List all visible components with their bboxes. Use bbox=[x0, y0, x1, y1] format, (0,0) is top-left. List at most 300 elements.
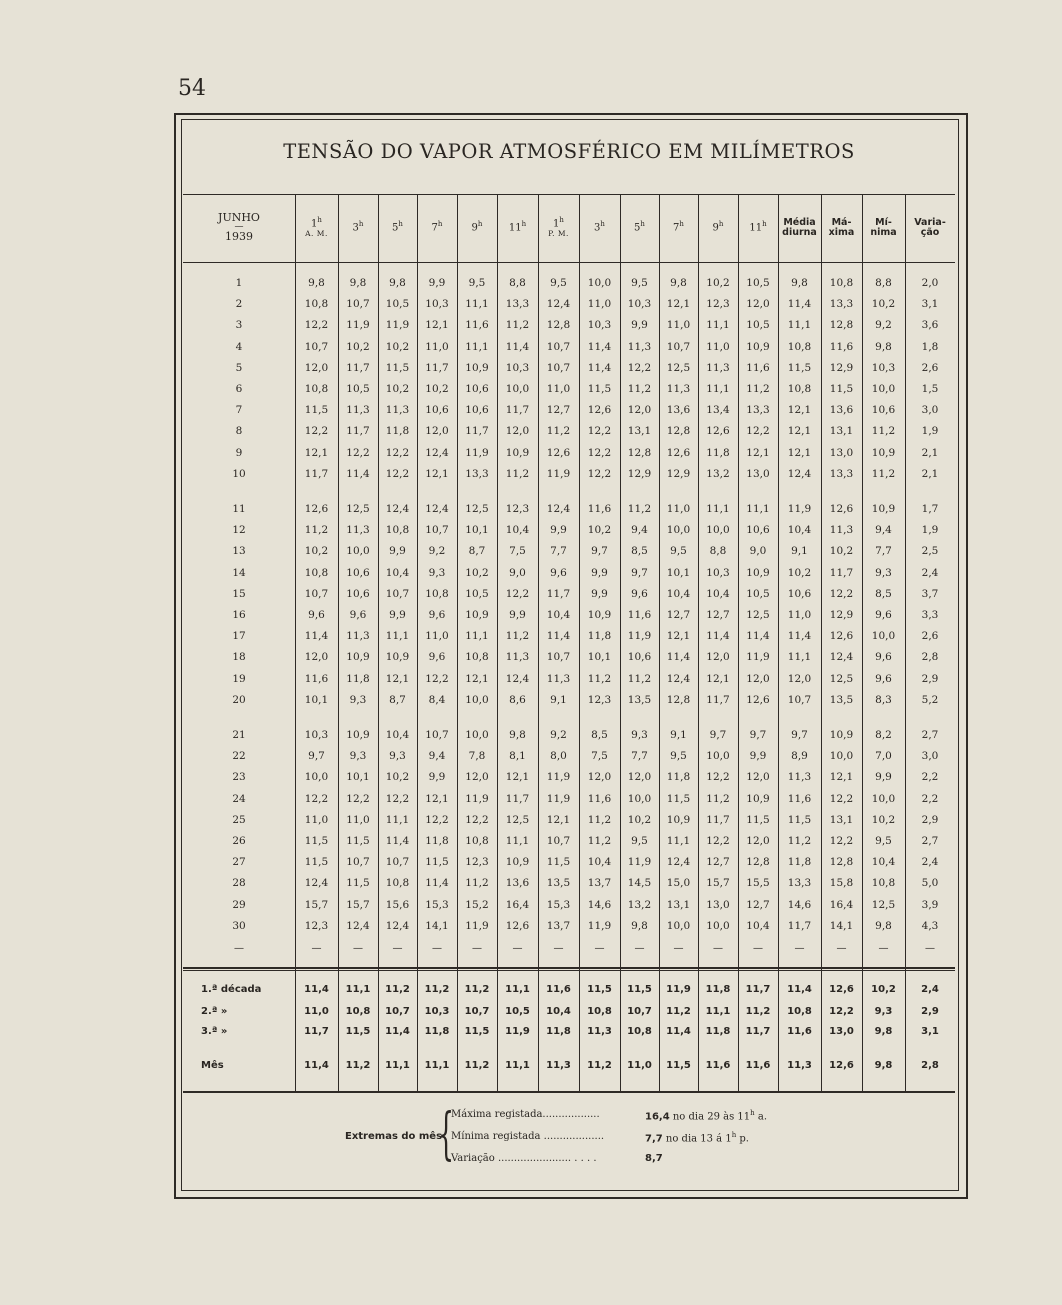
table-cell: 11,0 bbox=[706, 340, 730, 353]
table-cell: 11,4 bbox=[666, 651, 691, 664]
table-cell: 3,1 bbox=[921, 298, 939, 311]
table-cell: 11,1 bbox=[385, 813, 410, 826]
table-cell: 10,4 bbox=[787, 524, 812, 537]
table-cell: 11,5 bbox=[425, 856, 449, 869]
table-cell: 9,9 bbox=[591, 566, 608, 579]
table-cell: 10,4 bbox=[505, 524, 530, 537]
header-month-year bbox=[183, 200, 295, 255]
table-cell: 10,0 bbox=[871, 383, 896, 395]
table-cell: 12,6 bbox=[587, 404, 612, 417]
table-cell: 10,6 bbox=[787, 587, 812, 600]
header-ampm: A. M. bbox=[305, 228, 328, 238]
table-cell: 12,2 bbox=[829, 587, 854, 600]
day-label: 26 bbox=[232, 835, 246, 847]
table-cell: 10,4 bbox=[706, 587, 730, 600]
table-cell: 10,4 bbox=[546, 609, 571, 621]
table-cell: 10,0 bbox=[706, 524, 730, 537]
table-cell: 12,2 bbox=[425, 672, 449, 685]
table-cell: 12,1 bbox=[505, 771, 530, 784]
table-cell: 11,1 bbox=[746, 503, 770, 515]
dash-cell: — bbox=[553, 943, 564, 954]
table-row bbox=[183, 725, 955, 745]
table-cell: 11,9 bbox=[346, 319, 370, 332]
extremas-hour-sup: h bbox=[731, 1131, 737, 1139]
table-cell: 11,5 bbox=[666, 792, 691, 805]
table-cell: 13,1 bbox=[627, 425, 652, 438]
table-cell: 9,5 bbox=[631, 835, 648, 847]
table-cell: 11,5 bbox=[304, 404, 329, 417]
table-cell: 2,5 bbox=[921, 545, 939, 558]
table-cell: 8,2 bbox=[875, 729, 892, 741]
table-cell: 12,9 bbox=[829, 361, 854, 374]
header-hour-9 bbox=[620, 200, 659, 255]
table-cell: 10,5 bbox=[385, 298, 410, 311]
table-cell: 9,6 bbox=[428, 609, 446, 621]
table-cell: 11,2 bbox=[465, 877, 489, 890]
table-cell: 10,1 bbox=[465, 524, 489, 537]
day-label: 22 bbox=[232, 750, 246, 763]
table-cell: 13,2 bbox=[627, 898, 652, 911]
table-cell: 10,9 bbox=[505, 856, 530, 869]
table-cell: 10,5 bbox=[465, 587, 489, 600]
table-cell: 10,0 bbox=[829, 750, 854, 763]
table-cell: 11,1 bbox=[465, 298, 489, 311]
header-hour-4 bbox=[417, 200, 457, 255]
table-cell: 13,7 bbox=[546, 919, 571, 932]
table-cell: 12,2 bbox=[385, 792, 410, 805]
table-cell: 10,8 bbox=[425, 587, 449, 600]
table-cell: 11,7 bbox=[346, 425, 370, 438]
table-cell: 11,9 bbox=[546, 467, 571, 480]
table-cell: 11,5 bbox=[627, 984, 652, 995]
day-label: 2 bbox=[235, 298, 243, 311]
header-month: JUNHO bbox=[218, 211, 260, 225]
header-hour-label: 11$^h$ bbox=[749, 220, 767, 234]
header-hour-label: 7$^h$ bbox=[673, 220, 684, 234]
table-cell: 11,7 bbox=[304, 467, 329, 480]
table-cell: 14,5 bbox=[627, 877, 652, 890]
table-cell: 12,4 bbox=[385, 919, 410, 932]
table-cell: 12,1 bbox=[787, 446, 812, 459]
table-cell: 11,2 bbox=[587, 835, 612, 847]
table-cell: 2,9 bbox=[921, 1006, 939, 1017]
table-cell: 12,2 bbox=[706, 835, 730, 847]
table-cell: 11,1 bbox=[465, 340, 489, 353]
table-cell: 10,7 bbox=[425, 524, 449, 537]
table-cell: 11,4 bbox=[787, 630, 812, 643]
table-cell: 10,3 bbox=[871, 361, 896, 374]
table-cell: 11,4 bbox=[587, 340, 612, 353]
table-cell: 12,2 bbox=[587, 446, 612, 459]
table-cell: 9,6 bbox=[550, 566, 567, 579]
table-cell: 12,0 bbox=[465, 771, 489, 784]
table-cell: 10,9 bbox=[505, 446, 530, 459]
header-hour-12 bbox=[738, 200, 778, 255]
dash-cell: — bbox=[512, 943, 523, 954]
table-cell: 12,1 bbox=[666, 630, 691, 643]
table-cell: 9,6 bbox=[875, 651, 892, 664]
table-cell: 3,0 bbox=[921, 404, 939, 417]
table-cell: 10,8 bbox=[304, 566, 329, 579]
header-variacao-line: Varia- bbox=[914, 216, 946, 228]
table-cell: 12,5 bbox=[346, 503, 370, 515]
table-cell: 12,4 bbox=[304, 877, 329, 890]
table-cell: 10,3 bbox=[424, 1006, 450, 1017]
table-cell: 2,9 bbox=[921, 672, 939, 685]
table-cell: 11,7 bbox=[425, 361, 449, 374]
dash-cell: — bbox=[673, 943, 684, 954]
day-label: 19 bbox=[232, 672, 246, 685]
table-cell: 8,7 bbox=[468, 545, 486, 558]
table-cell: 12,4 bbox=[385, 503, 410, 515]
table-cell: 11,4 bbox=[304, 1060, 329, 1071]
table-cell: 11,7 bbox=[745, 984, 771, 995]
table-cell: 11,0 bbox=[587, 298, 612, 311]
table-cell: 11,1 bbox=[424, 1060, 450, 1071]
table-cell: 5,2 bbox=[921, 693, 939, 706]
table-cell: 9,1 bbox=[791, 545, 808, 558]
table-cell: 12,2 bbox=[829, 792, 854, 805]
extremas-line-label: Máxima registada.................. bbox=[451, 1109, 600, 1120]
table-cell: 10,8 bbox=[587, 1006, 612, 1017]
summary-top-rule-2 bbox=[183, 970, 955, 971]
table-cell: 9,6 bbox=[875, 609, 892, 621]
header-hour-label: 3$^h$ bbox=[352, 220, 364, 234]
table-cell: 12,4 bbox=[787, 467, 812, 480]
dash-cell: — bbox=[472, 943, 482, 954]
extremas-line-value: 7,7 no dia 13 á 1$^h$ p. bbox=[645, 1131, 749, 1145]
table-cell: 13,7 bbox=[587, 877, 612, 890]
table-cell: 7,7 bbox=[631, 750, 648, 763]
table-cell: 11,3 bbox=[385, 404, 410, 417]
table-cell: 10,3 bbox=[587, 319, 612, 332]
table-row bbox=[183, 916, 955, 936]
table-row bbox=[183, 789, 955, 809]
table-cell: 10,3 bbox=[425, 298, 449, 311]
table-cell: 12,6 bbox=[829, 984, 854, 995]
header-hour-sup: h bbox=[559, 216, 564, 225]
table-cell: 11,7 bbox=[304, 1026, 329, 1037]
table-cell: 8,8 bbox=[509, 277, 526, 289]
table-cell: 13,1 bbox=[829, 425, 854, 438]
table-cell: 10,1 bbox=[346, 771, 370, 784]
table-cell: 11,5 bbox=[346, 877, 370, 890]
table-cell: 12,2 bbox=[304, 792, 329, 805]
header-hour-sup: h bbox=[640, 220, 645, 229]
table-cell: 11,5 bbox=[345, 1026, 371, 1037]
table-cell: 11,2 bbox=[627, 672, 652, 685]
table-cell: 12,3 bbox=[706, 298, 730, 311]
dash-cell: — bbox=[713, 943, 723, 954]
summary-label: 2.ª » bbox=[201, 1006, 228, 1017]
table-cell: 13,6 bbox=[829, 404, 854, 417]
header-minima-line: Mí- bbox=[875, 216, 892, 228]
table-cell: 12,5 bbox=[465, 503, 489, 515]
table-cell: 13,3 bbox=[465, 467, 489, 480]
day-label: 5 bbox=[235, 361, 243, 374]
table-cell: 9,3 bbox=[428, 566, 446, 579]
day-label: 21 bbox=[232, 729, 246, 741]
table-cell: 12,9 bbox=[829, 609, 854, 621]
table-cell: 12,0 bbox=[746, 835, 770, 847]
table-cell: 8,1 bbox=[509, 750, 526, 763]
summary-row bbox=[183, 1022, 955, 1042]
table-cell: 3,0 bbox=[921, 750, 939, 763]
table-cell: 1,5 bbox=[921, 383, 939, 395]
table-cell: 8,5 bbox=[875, 587, 892, 600]
table-cell: 12,2 bbox=[746, 425, 770, 438]
table-cell: 12,2 bbox=[346, 792, 370, 805]
header-media-diurna bbox=[778, 200, 821, 255]
day-label: 30 bbox=[232, 919, 246, 932]
day-label: 27 bbox=[232, 856, 246, 869]
table-row bbox=[183, 358, 955, 378]
table-cell: 8,6 bbox=[509, 693, 526, 706]
table-cell: 10,0 bbox=[505, 383, 530, 395]
table-cell: 12,2 bbox=[425, 813, 449, 826]
table-cell: 15,7 bbox=[346, 898, 370, 911]
table-cell: 12,6 bbox=[829, 503, 854, 515]
table-cell: 9,8 bbox=[874, 1060, 893, 1071]
table-cell: 11,0 bbox=[425, 630, 449, 643]
table-cell: 11,1 bbox=[505, 835, 530, 847]
table-cell: 11,2 bbox=[871, 425, 896, 438]
table-cell: 12,4 bbox=[666, 672, 691, 685]
table-cell: 11,9 bbox=[627, 856, 652, 869]
table-cell: 11,0 bbox=[425, 340, 449, 353]
table-cell: 10,2 bbox=[385, 383, 410, 395]
table-cell: 11,5 bbox=[587, 984, 612, 995]
header-hour-8 bbox=[579, 200, 620, 255]
table-cell: 12,0 bbox=[304, 651, 329, 664]
table-row bbox=[183, 647, 955, 667]
table-cell: 11,1 bbox=[666, 835, 691, 847]
table-cell: 13,2 bbox=[706, 467, 730, 480]
table-cell: 12,6 bbox=[706, 425, 730, 438]
header-hour-7 bbox=[538, 200, 579, 255]
dash-cell: — bbox=[311, 943, 322, 954]
header-hour-sup: h bbox=[521, 220, 527, 229]
table-cell: 8,5 bbox=[591, 729, 608, 741]
table-cell: 10,1 bbox=[666, 566, 691, 579]
table-cell: 11,5 bbox=[746, 813, 770, 826]
table-cell: 12,0 bbox=[746, 298, 770, 311]
table-cell: 10,0 bbox=[871, 792, 896, 805]
table-cell: 11,7 bbox=[505, 792, 530, 805]
table-cell: 8,0 bbox=[550, 750, 567, 763]
table-cell: 11,4 bbox=[304, 984, 329, 995]
table-cell: 10,0 bbox=[304, 771, 329, 784]
day-label: 3 bbox=[235, 319, 243, 332]
dash-cell: — bbox=[432, 943, 442, 954]
table-cell: 12,0 bbox=[587, 771, 612, 784]
table-cell: 11,1 bbox=[345, 984, 371, 995]
table-cell: 9,9 bbox=[389, 609, 406, 621]
table-cell: 10,8 bbox=[829, 277, 854, 289]
header-minima-line: nima bbox=[870, 226, 897, 238]
table-cell: 11,8 bbox=[705, 1026, 731, 1037]
table-cell: 10,9 bbox=[385, 651, 410, 664]
table-cell: 11,2 bbox=[587, 672, 612, 685]
table-cell: 10,0 bbox=[627, 792, 652, 805]
table-cell: 2,2 bbox=[921, 792, 939, 805]
table-cell: 11,2 bbox=[345, 1060, 371, 1071]
table-cell: 10,8 bbox=[627, 1026, 652, 1037]
header-hour-sup: h bbox=[437, 220, 443, 229]
table-cell: 11,1 bbox=[385, 1060, 410, 1071]
table-cell: 11,8 bbox=[787, 856, 812, 869]
day-label: 4 bbox=[235, 340, 243, 353]
day-label: 12 bbox=[232, 524, 246, 537]
extremas-value-number: 7,7 bbox=[645, 1133, 663, 1145]
table-cell: 3,1 bbox=[921, 1026, 939, 1037]
table-cell: 10,8 bbox=[465, 835, 489, 847]
header-hour-1 bbox=[295, 200, 338, 255]
table-cell: 11,5 bbox=[304, 856, 329, 869]
table-cell: 11,9 bbox=[465, 792, 489, 805]
table-cell: 12,6 bbox=[666, 446, 691, 459]
table-cell: 11,1 bbox=[705, 1006, 731, 1017]
table-row bbox=[183, 315, 955, 335]
table-cell: 9,3 bbox=[875, 566, 892, 579]
table-cell: 11,9 bbox=[587, 919, 612, 932]
table-cell: 13,0 bbox=[706, 898, 730, 911]
table-cell: 10,0 bbox=[706, 919, 730, 932]
table-cell: 12,5 bbox=[746, 609, 770, 621]
table-cell: 12,2 bbox=[346, 446, 370, 459]
table-cell: 12,8 bbox=[627, 446, 652, 459]
table-cell: 2,8 bbox=[921, 651, 939, 664]
header-hour-label: 7$^h$ bbox=[431, 220, 443, 234]
table-cell: 10,7 bbox=[385, 856, 410, 869]
table-cell: 1,8 bbox=[921, 340, 939, 353]
table-cell: 11,7 bbox=[745, 1026, 771, 1037]
table-cell: 11,1 bbox=[706, 383, 730, 395]
day-label: 23 bbox=[232, 771, 246, 784]
table-cell: 13,6 bbox=[666, 404, 691, 417]
day-label: 10 bbox=[232, 467, 246, 480]
table-cell: 9,8 bbox=[389, 277, 406, 289]
table-cell: 12,1 bbox=[746, 446, 770, 459]
table-cell: 11,2 bbox=[464, 984, 490, 995]
summary-row bbox=[183, 1056, 955, 1076]
summary-label: 3.ª » bbox=[201, 1026, 228, 1037]
table-cell: 10,9 bbox=[746, 792, 770, 805]
table-cell: 11,9 bbox=[505, 1026, 530, 1037]
table-cell: 10,5 bbox=[746, 319, 770, 332]
page-number: 54 bbox=[178, 76, 206, 101]
table-cell: 10,9 bbox=[465, 361, 489, 374]
table-row bbox=[183, 400, 955, 420]
table-cell: 10,6 bbox=[465, 383, 489, 395]
table-cell: 12,3 bbox=[587, 693, 612, 706]
table-cell: 11,3 bbox=[829, 524, 854, 537]
table-cell: 12,6 bbox=[505, 919, 530, 932]
table-cell: 11,0 bbox=[666, 319, 691, 332]
table-cell: 11,8 bbox=[424, 1026, 450, 1037]
table-row bbox=[183, 810, 955, 830]
header-ampm: P. M. bbox=[548, 228, 569, 238]
table-cell: 10,4 bbox=[587, 856, 612, 869]
table-row bbox=[183, 443, 955, 463]
table-cell: 13,3 bbox=[505, 298, 530, 311]
table-cell: 12,2 bbox=[829, 1006, 854, 1017]
table-cell: 11,7 bbox=[706, 813, 730, 826]
extremas-line-value: 16,4 no dia 29 às 11$^h$ a. bbox=[645, 1109, 767, 1123]
table-cell: 4,3 bbox=[921, 919, 939, 932]
table-cell: 9,1 bbox=[670, 729, 687, 741]
table-cell: 10,3 bbox=[706, 566, 730, 579]
dash-cell: — bbox=[353, 943, 363, 954]
table-row bbox=[183, 746, 955, 766]
table-cell: 11,4 bbox=[787, 298, 812, 311]
table-cell: 11,6 bbox=[787, 792, 812, 805]
table-cell: 11,3 bbox=[666, 383, 691, 395]
table-cell: 11,7 bbox=[465, 425, 489, 438]
header-media-diurna-line: Média bbox=[783, 216, 816, 228]
table-cell: 11,8 bbox=[385, 425, 410, 438]
table-cell: 9,2 bbox=[875, 319, 892, 332]
table-cell: 12,8 bbox=[746, 856, 770, 869]
table-cell: 12,8 bbox=[666, 425, 691, 438]
table-cell: 13,3 bbox=[746, 404, 770, 417]
table-cell: 12,7 bbox=[706, 609, 730, 621]
header-hour-10 bbox=[659, 200, 698, 255]
table-cell: 11,2 bbox=[666, 1006, 691, 1017]
table-cell: 7,5 bbox=[591, 750, 608, 763]
table-cell: 12,4 bbox=[425, 503, 449, 515]
table-cell: 10,3 bbox=[505, 361, 530, 374]
table-cell: 11,1 bbox=[706, 503, 730, 515]
table-cell: 11,5 bbox=[464, 1026, 490, 1037]
header-dash: — bbox=[234, 221, 244, 232]
table-cell: 9,9 bbox=[631, 319, 648, 332]
table-cell: 12,1 bbox=[304, 446, 329, 459]
table-cell: 11,6 bbox=[787, 1026, 812, 1037]
table-cell: 11,2 bbox=[505, 467, 530, 480]
table-cell: 16,4 bbox=[505, 898, 530, 911]
table-cell: 3,7 bbox=[921, 587, 939, 600]
table-cell: 9,9 bbox=[550, 524, 567, 537]
table-cell: 7,8 bbox=[468, 750, 486, 763]
table-row bbox=[183, 273, 955, 293]
table-cell: 10,0 bbox=[346, 545, 370, 558]
table-cell: 11,7 bbox=[346, 361, 370, 374]
table-cell: 11,6 bbox=[304, 672, 329, 685]
table-row bbox=[183, 584, 955, 604]
table-cell: 11,2 bbox=[787, 835, 812, 847]
table-cell: 9,8 bbox=[308, 277, 325, 289]
table-cell: 9,6 bbox=[875, 672, 892, 685]
table-cell: 12,3 bbox=[304, 919, 329, 932]
table-cell: 9,3 bbox=[874, 1006, 893, 1017]
table-cell: 2,0 bbox=[921, 277, 939, 289]
table-cell: 13,0 bbox=[746, 467, 770, 480]
table-cell: 11,8 bbox=[425, 835, 449, 847]
table-cell: 9,4 bbox=[631, 524, 648, 537]
table-cell: 10,8 bbox=[787, 340, 812, 353]
table-cell: 10,2 bbox=[871, 298, 896, 311]
header-hour-label: 11$^h$ bbox=[508, 220, 527, 234]
table-cell: 12,8 bbox=[666, 693, 691, 706]
table-cell: 10,7 bbox=[627, 1006, 652, 1017]
table-cell: 1,7 bbox=[921, 503, 939, 515]
table-cell: 9,7 bbox=[308, 750, 325, 763]
table-cell: 12,2 bbox=[385, 446, 410, 459]
header-hour-label: 3$^h$ bbox=[594, 220, 605, 234]
table-cell: 10,9 bbox=[746, 340, 770, 353]
day-label: 9 bbox=[235, 446, 243, 459]
